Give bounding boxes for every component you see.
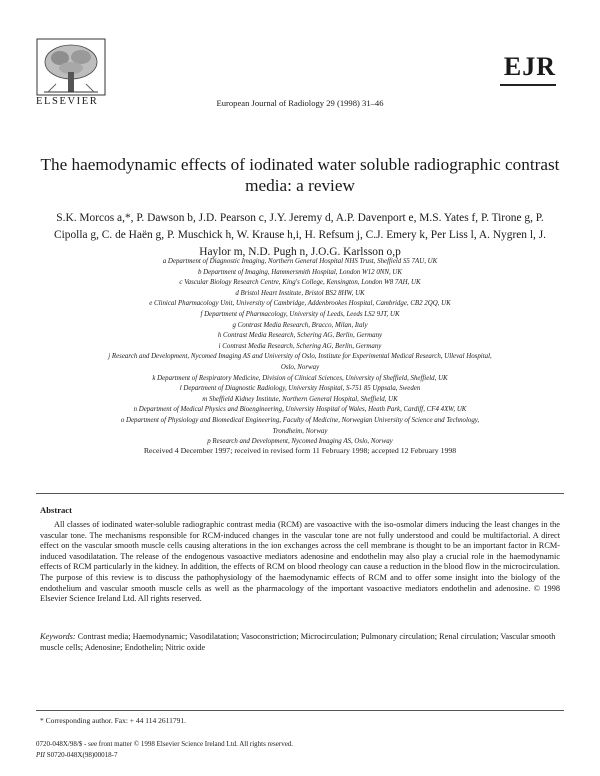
affiliation: l Department of Diagnostic Radiology, University Hospital, S-751 85 Uppsala, Sweden xyxy=(179,385,421,393)
affiliation: i Contrast Media Research, Schering AG, Berlin, Germany xyxy=(218,342,382,350)
affiliation: k Department of Respiratory Medicine, Division of Clinical Sciences, University of Sheffield, Sheffield, UK xyxy=(152,374,448,382)
journal-logo-rule xyxy=(500,84,556,86)
abstract-heading: Abstract xyxy=(40,505,72,515)
keywords-label: Keywords: xyxy=(40,632,76,641)
affiliation: n Department of Medical Physics and Bioengineering, University Hospital of Wales, Heath Park, Cardiff, CF4 4XW, UK xyxy=(133,406,467,414)
affiliation: f Department of Pharmacology, University of Leeds, Leeds LS2 9JT, UK xyxy=(200,310,400,318)
received-dates: Received 4 December 1997; received in revised form 11 February 1998; accepted 12 February 1998 xyxy=(143,446,457,455)
abstract-body: All classes of iodinated water-soluble radiographic contrast media (RCM) are vasoactive with the iso-osmolar dimers inducing the least changes in the vascular tone. The mechanisms responsible for RCM-induced changes in the vascular tone are not fully understood and could be multifactorial. A direct effect on the vascular smooth muscle cells causing alterations in the ion exchanges across the cell membrane is thought to be an important factor in RCM-induced vasodilatation. The release of the endogenous vasoactive mediators adenosine and endothelin may also play a crucial role in the haemodynamic effects of RCM particularly in the kidney. In addition, the effects of RCM on blood rheology can cause a reduction in the blood flow in the microcirculation. The purpose of this review is to discuss the pathophysiology of the haemodynamic effects of RCM and to offer some insight into the biology of the endothelium and vascular smooth muscle cells as well as the pharmacology of the important vasoactive mediators endothelin and adenosine. © 1998 Elsevier Science Ireland Ltd. All rights reserved. xyxy=(40,520,560,604)
elsevier-tree-logo xyxy=(36,38,106,104)
corresponding-author-note: * Corresponding author. Fax: + 44 114 2611791. xyxy=(40,716,186,725)
pii-value: S0720-048X(98)00018-7 xyxy=(46,751,118,759)
affiliation: p Research and Development, Nycomed Imaging AS, Oslo, Norway xyxy=(207,438,393,446)
affiliation: j Research and Development, Nycomed Imaging AS and University of Oslo, Institute for Experimental Medical Research, Ulleval Hospital, xyxy=(108,353,492,361)
publisher-name: ELSEVIER xyxy=(36,96,99,107)
journal-logo: EJR xyxy=(503,52,556,81)
affiliation: Trondheim, Norway xyxy=(272,427,328,435)
footnote-divider xyxy=(36,710,564,711)
affiliation: a Department of Diagnostic Imaging, Northern General Hospital NHS Trust, Sheffield S5 7AU, UK xyxy=(162,258,438,265)
affiliation: g Contrast Media Research, Bracco, Milan, Italy xyxy=(232,321,368,329)
section-divider xyxy=(36,493,564,494)
affiliation: m Sheffield Kidney Institute, Northern General Hospital, Sheffield, UK xyxy=(202,395,398,403)
affiliation: h Contrast Media Research, Schering AG, Berlin, Germany xyxy=(217,332,383,340)
journal-citation: European Journal of Radiology 29 (1998) 31–46 xyxy=(216,98,384,108)
affiliation: Oslo, Norway xyxy=(280,363,320,371)
pii-label: PII xyxy=(36,751,45,759)
affiliation: d Bristol Heart Institute, Bristol BS2 8HW, UK xyxy=(235,289,365,297)
affiliations xyxy=(24,257,576,448)
affiliation: b Department of Imaging, Hammersmith Hospital, London W12 0NN, UK xyxy=(197,268,403,276)
pii-line xyxy=(36,751,117,759)
keywords xyxy=(40,632,560,653)
paper-title: The haemodynamic effects of iodinated water soluble radiographic contrast media: a review xyxy=(40,155,560,195)
keywords-text: Contrast media; Haemodynamic; Vasodilatation; Vasoconstriction; Microcirculation; Pulmonary circulation; Renal circulation; Vascular smooth muscle cells; Adenosine; Endothelin; Nitric oxide xyxy=(40,632,556,652)
affiliation: e Clinical Pharmacology Unit, University of Cambridge, Addenbrookes Hospital, Cambridge, CB2 2QQ, UK xyxy=(149,300,451,308)
affiliation: o Department of Physiology and Biomedical Engineering, Faculty of Medicine, Norwegian University of Science and Technology, xyxy=(120,416,480,424)
author-list: S.K. Morcos a,*, P. Dawson b, J.D. Pearson c, J.Y. Jeremy d, A.P. Davenport e, M.S. Yates f, P. Tirone g, P. Cipolla g, C. de Haën g, P. Muschick h, W. Krause h,i, H. Refsum j, C.J. Emery k, Per Liss l, A. Nygren l, J. Haylor m, N.D. Pugh n, J.O.G. Karlsson o,p xyxy=(54,212,546,258)
affiliation: c Vascular Biology Research Centre, King's College, Kensington, London W8 7AH, UK xyxy=(179,279,421,287)
copyright-line: 0720-048X/98/$ - see front matter © 1998 Elsevier Science Ireland Ltd. All rights reserved. xyxy=(36,740,294,748)
